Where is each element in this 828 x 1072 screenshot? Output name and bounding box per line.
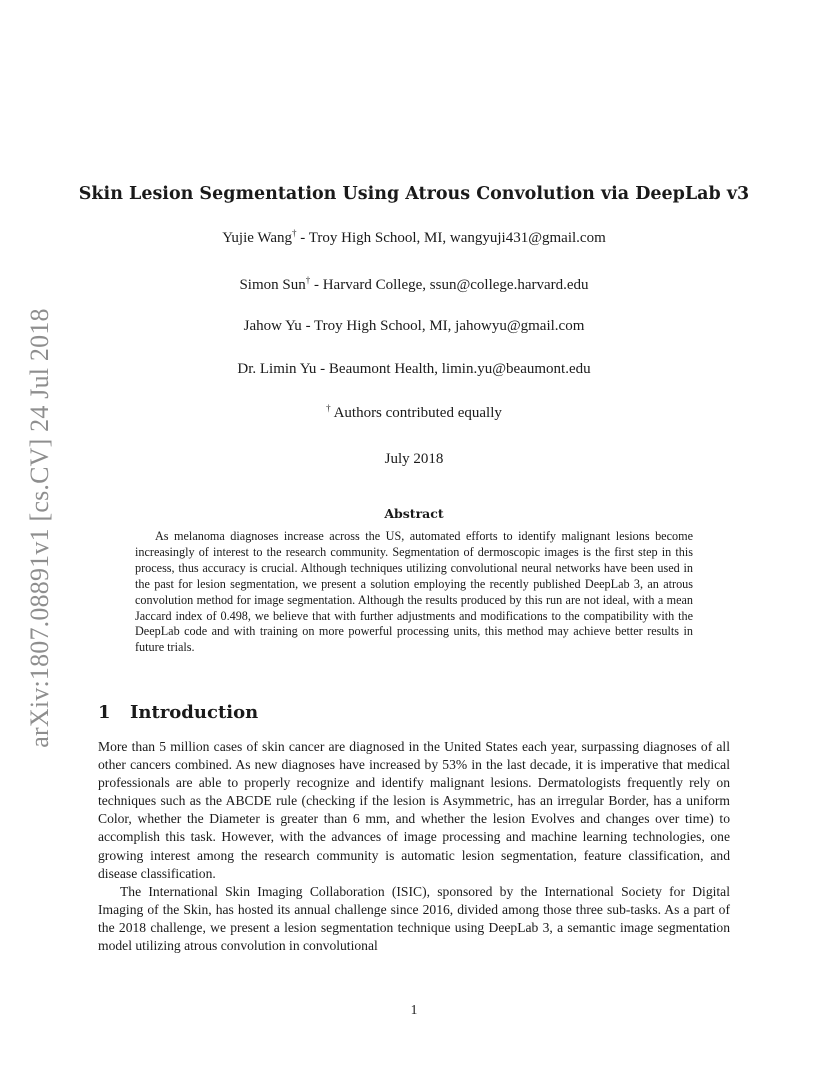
introduction-body <box>98 738 730 955</box>
author-line <box>0 275 828 294</box>
abstract-text: As melanoma diagnoses increase across the US, automated efforts to identify malignant lesions become increasingly of interest to the research community. Segmentation of dermoscopic images is the first step in this process, thus accuracy is crucial. Although techniques utilizing convolutional neural networks have been used in the past for lesion segmentation, we present a solution employing the recently published DeepLab 3, an atrous convolution method for image segmentation. Although the results produced by this run are not ideal, with a mean Jaccard index of 0.498, we believe that with further adjustments and modifications to the compatibility with the DeepLab code and with training on more powerful processing units, this method may achieve better results in future trials. <box>135 529 693 655</box>
equal-contribution-mark: † <box>292 228 297 238</box>
author-line <box>0 228 828 247</box>
section-number: 1 <box>98 702 111 723</box>
arxiv-identifier: arXiv:1807.08891v1 [cs.CV] 24 Jul 2018 <box>25 308 54 748</box>
equal-contribution-mark: † <box>305 275 311 285</box>
author-affiliation: - Troy High School, MI, jahowyu@gmail.com <box>301 318 585 334</box>
section-title: Introduction <box>130 702 259 723</box>
equal-contribution-note <box>0 403 828 422</box>
footnote-text: Authors contributed equally <box>330 405 502 421</box>
author-line <box>0 318 828 335</box>
section-heading <box>98 702 258 723</box>
page-number: 1 <box>410 1002 418 1017</box>
author-affiliation: - Troy High School, MI, wangyuji431@gmail.com <box>296 230 606 246</box>
author-name: Simon Sun <box>239 277 306 293</box>
author-line <box>0 361 828 378</box>
footnote-mark: † <box>326 403 331 413</box>
author-name: Yujie Wang <box>222 230 293 246</box>
body-paragraph: The International Skin Imaging Collaboration (ISIC), sponsored by the International Society for Digital Imaging of the Skin, has hosted its annual challenge since 2016, divided among those three sub-tasks. As a part of the 2018 challenge, we present a lesion segmentation technique using DeepLab 3, a semantic image segmentation model utilizing atrous convolution in convolutional <box>98 883 730 954</box>
paper-date: July 2018 <box>384 451 444 467</box>
author-affiliation: - Harvard College, ssun@college.harvard.edu <box>310 277 589 293</box>
abstract-heading: Abstract <box>384 506 444 521</box>
body-paragraph: More than 5 million cases of skin cancer are diagnosed in the United States each year, surpassing diagnoses of all other cancers combined. As new diagnoses have increased by 53% in the last decade, it is imperative that medical professionals are able to properly recognize and identify malignant lesions. Dermatologists frequently rely on techniques such as the ABCDE rule (checking if the lesion is Asymmetric, has an irregular Border, has a uniform Color, whether the Diameter is greater than 6 mm, and whether the lesion Evolves and changes over time) to accomplish this task. However, with the advances of image processing and machine learning technologies, one growing interest among the research community is automatic lesion segmentation, feature classification, and disease classification. <box>98 739 730 881</box>
paper-title: Skin Lesion Segmentation Using Atrous Convolution via DeepLab v3 <box>78 184 750 204</box>
author-affiliation: - Beaumont Health, limin.yu@beaumont.edu <box>316 361 591 377</box>
author-name: Jahow Yu <box>243 318 302 334</box>
author-name: Dr. Limin Yu <box>237 361 317 377</box>
